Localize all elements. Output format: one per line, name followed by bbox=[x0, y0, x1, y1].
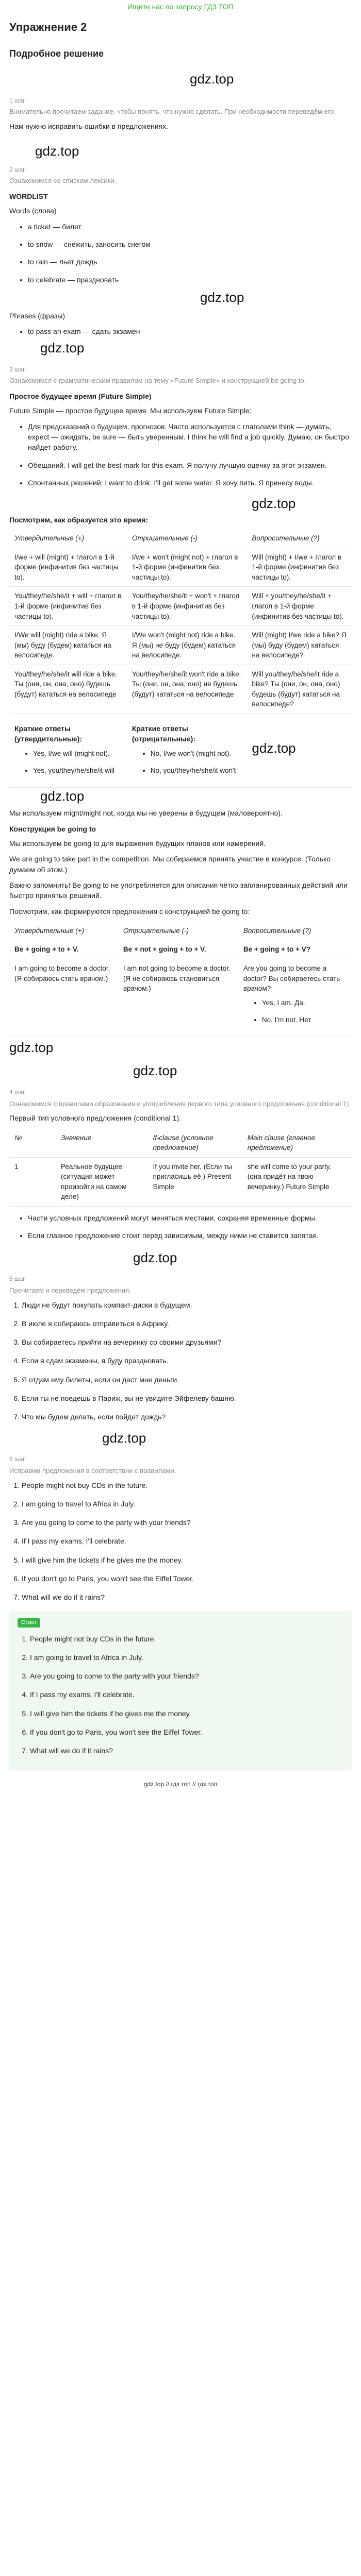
table-cell: I/We won't (might not) ride a bike. Я (мы) не буду (будем) кататься на велосипеде. bbox=[127, 626, 247, 665]
table-header: Отрицательные (-) bbox=[118, 922, 238, 940]
table-row bbox=[9, 959, 352, 1037]
step-hint: Внимательно прочитаем задание, чтобы понять, что нужно сделать. При необходимости переведём его. bbox=[9, 108, 336, 116]
list-item: • to celebrate — праздновать bbox=[28, 275, 352, 285]
table-row bbox=[9, 587, 352, 626]
table-cell: Will + you/they/he/she/it + глагол в 1-й форме (инфинитив без частицы to). bbox=[247, 587, 352, 626]
table-cell bbox=[247, 714, 352, 788]
watermark: gdz.top bbox=[200, 289, 244, 305]
list-item: 6. If you don't go to Paris, you won't see the Eiffel Tower. bbox=[30, 1727, 343, 1737]
step-label: 5 шаг bbox=[9, 1275, 25, 1283]
corrected-list bbox=[9, 1480, 352, 1603]
list-item: 4. Если я сдам экзамены, я буду праздновать. bbox=[22, 1355, 352, 1366]
list-item: • No, I/we won't (might not). bbox=[151, 749, 241, 759]
fs-intro: Future Simple — простое будущее время. Мы используем Future Simple: bbox=[9, 406, 252, 415]
table-header: Значение bbox=[56, 1129, 147, 1158]
table-header: Вопросительные (?) bbox=[238, 922, 352, 940]
table-cell: 1 bbox=[9, 1157, 56, 1206]
list-item: • to pass an exam — сдать экзамен bbox=[28, 326, 352, 336]
words-list bbox=[9, 222, 352, 285]
table-header-row bbox=[9, 1129, 352, 1158]
list-item: • a ticket — билет bbox=[28, 222, 352, 232]
table-cell bbox=[9, 714, 127, 788]
table-cell: I am going to become a doctor. (Я собираюсь стать врачом.) bbox=[9, 959, 118, 1037]
step-3 bbox=[9, 365, 352, 1058]
list-item: • Yes, I/we will (might not). bbox=[33, 749, 122, 759]
watermark: gdz.top bbox=[9, 1039, 54, 1055]
table-cell: I/we + won't (might not) + глагол в 1-й форме (инфинитив без частицы to). bbox=[127, 548, 247, 587]
words-title: Words (слова) bbox=[9, 207, 57, 215]
table-cell bbox=[127, 714, 247, 788]
fs-uses-list bbox=[9, 421, 352, 488]
table-cell: I am not going to become a doctor. (Я не собираюсь становиться врачом.) bbox=[118, 959, 238, 1037]
page-title: Упражнение 2 bbox=[9, 21, 87, 33]
bgt-text: Важно запомнить! Be going to не употребляется для описания чётко запланированных действий или быстро принятых решений. bbox=[9, 880, 348, 900]
table-cell: Be + not + going + to + V. bbox=[118, 940, 238, 959]
list-item: 2. I am going to travel to Africa in July. bbox=[22, 1499, 352, 1509]
step-label: 3 шаг bbox=[9, 365, 25, 373]
table-cell: Be + going + to + V? bbox=[238, 940, 352, 959]
list-item: • Для предсказаний о будущем, прогнозов. Часто используется с глаголами think — думать, expect — ожидать, be sure — быть уверенным. I think he will find a job quickly. Думаю, он быстро найдет работу. bbox=[28, 421, 352, 453]
step-hint: Ознакомимся с грамматическим правилом на тему «Future Simple» и конструкцией be going to. bbox=[9, 377, 306, 385]
table-row bbox=[9, 940, 352, 959]
step-label: 2 шаг bbox=[9, 165, 25, 173]
bgt-table bbox=[9, 922, 352, 1037]
top-banner[interactable]: Ищите нас по запросу ГДЗ ТОП bbox=[127, 3, 234, 11]
answer-badge: Ответ bbox=[18, 1618, 40, 1628]
list-item: • Части условных предложений могут меняться местами, сохраняя временные формы. bbox=[28, 1213, 352, 1223]
table-row bbox=[9, 665, 352, 714]
table-header: Вопросительные (?) bbox=[247, 529, 352, 548]
list-item: • Yes, I am. Да. bbox=[262, 998, 347, 1008]
step-hint: Ознакомимся со списком лексики. bbox=[9, 177, 117, 185]
short-answers-title: Краткие ответы (отрицательные): bbox=[132, 724, 195, 743]
step-text: Нам нужно исправить ошибки в предложениях. bbox=[9, 122, 169, 130]
watermark: gdz.top bbox=[35, 143, 79, 159]
table-row bbox=[9, 1157, 352, 1206]
table-cell: You/they/he/she/it will ride a bike. Ты (они, он, она, оно) будешь (будут) кататься на велосипеде bbox=[9, 665, 127, 714]
table-cell: I/we + will (might) + глагол в 1-й форме (инфинитив без частицы to). bbox=[9, 548, 127, 587]
watermark: gdz.top bbox=[40, 340, 85, 356]
table-cell: If you invite her, (Если ты пригласишь её,) Present Simple bbox=[147, 1157, 242, 1206]
step-label: 1 шаг bbox=[9, 96, 25, 104]
list-item: 5. I will give him the tickets if he gives me the money. bbox=[30, 1708, 343, 1719]
list-item: 7. What will we do if it rains? bbox=[22, 1592, 352, 1602]
answer-list bbox=[18, 1634, 343, 1756]
conditional-intro: Первый тип условного предложения (conditional 1). bbox=[9, 1114, 181, 1123]
list-item: 2. I am going to travel to Africa in July. bbox=[30, 1652, 343, 1663]
table-header: Main clause (главное предложение) bbox=[242, 1129, 352, 1158]
list-item: 3. Are you going to come to the party with your friends? bbox=[22, 1517, 352, 1528]
might-note: Мы используем might/might not, когда мы не уверены в будущем (маловероятно). bbox=[9, 809, 283, 818]
watermark: gdz.top bbox=[40, 788, 85, 804]
table-header: № bbox=[9, 1129, 56, 1158]
list-item: 4. If I pass my exams, I'll celebrate. bbox=[22, 1536, 352, 1546]
table-header: If-clause (условное предложение) bbox=[147, 1129, 242, 1158]
cell-text: Are you going to become a doctor? Вы собираетесь стать врачом? bbox=[243, 964, 340, 993]
watermark: gdz.top bbox=[133, 1249, 177, 1265]
table-row bbox=[9, 548, 352, 587]
step-hint: Ознакомимся с правилами образования и употребления первого типа условного предложения (conditional 1). bbox=[9, 1099, 351, 1108]
step-2 bbox=[9, 142, 352, 358]
phrases-title: Phrases (фразы) bbox=[9, 311, 65, 320]
step-4 bbox=[9, 1088, 352, 1267]
bgt-text: Мы используем be going to для выражения будущих планов или намерений. bbox=[9, 839, 266, 848]
table-cell: Will (might) + I/we + глагол в 1-й форме (инфинитив без частицы to). bbox=[247, 548, 352, 587]
step-hint: Исправим предложения в соответствии с правилами. bbox=[9, 1466, 176, 1475]
list-item: • Обещаний. I will get the best mark for this exam. Я получу лучшую оценку за этот экзамен. bbox=[28, 460, 352, 470]
bgt-title: Конструкция be going to bbox=[9, 824, 96, 833]
list-item: • Yes, you/they/he/she/it will bbox=[33, 766, 122, 776]
short-answers-list bbox=[14, 749, 122, 776]
step-label: 4 шаг bbox=[9, 1089, 25, 1096]
list-item: 4. If I pass my exams, I'll celebrate. bbox=[30, 1689, 343, 1700]
short-answers-title: Краткие ответы (утвердительные): bbox=[14, 724, 83, 743]
bgt-table-title: Посмотрим, как формируются предложения с конструкцией be going to: bbox=[9, 907, 250, 916]
short-answers-list bbox=[243, 998, 347, 1025]
watermark: gdz.top bbox=[252, 496, 296, 512]
list-item: 7. Что мы будем делать, если пойдет дождь? bbox=[22, 1412, 352, 1422]
fs-table-title: Посмотрим, как образуется это время: bbox=[9, 515, 149, 524]
table-cell: You/they/he/she/it + will + глагол в 1-й форме (инфинитив без частицы to). bbox=[9, 587, 127, 626]
watermark: gdz.top bbox=[190, 71, 234, 87]
table-header-row bbox=[9, 922, 352, 940]
step-hint: Прочитаем и переведём предложения. bbox=[9, 1286, 131, 1294]
list-item: 5. I will give him the tickets if he gives me the money. bbox=[22, 1555, 352, 1565]
list-item: 3. Are you going to come to the party with your friends? bbox=[30, 1671, 343, 1681]
table-cell: she will come to your party. (она придёт на твою вечеринку.) Future Simple bbox=[242, 1157, 352, 1206]
watermark: gdz.top bbox=[252, 740, 296, 756]
watermark: gdz.top bbox=[133, 1063, 177, 1079]
answer-box bbox=[9, 1611, 352, 1771]
conditional-table bbox=[9, 1129, 352, 1207]
table-cell: Will (might) I/we ride a bike? Я (мы) буду (будем) кататься на велосипеде? bbox=[247, 626, 352, 665]
table-row bbox=[9, 626, 352, 665]
list-item: 6. Если ты не поедешь в Париж, вы не увидите Эйфелеву башню. bbox=[22, 1393, 352, 1403]
step-1 bbox=[9, 96, 352, 132]
solution-subtitle: Подробное решение bbox=[9, 48, 104, 59]
list-item: • No, I'm not. Нет bbox=[262, 1015, 347, 1025]
list-item: 5. Я отдам ему билеты, если он даст мне деньги. bbox=[22, 1375, 352, 1385]
step-5 bbox=[9, 1275, 352, 1448]
list-item: 1. People might not buy CDs in the future. bbox=[30, 1634, 343, 1644]
list-item: 3. Вы собираетесь прийти на вечеринку со своими друзьями? bbox=[22, 1337, 352, 1347]
watermark: gdz.top bbox=[102, 1430, 146, 1446]
table-row bbox=[9, 714, 352, 788]
list-item: 7. What will we do if it rains? bbox=[30, 1745, 343, 1756]
list-item: • Спонтанных решений: I want to drink. I'll get some water. Я хочу пить. Я принесу воды. bbox=[28, 478, 352, 488]
bgt-text: We are going to take part in the competition. Мы собираемся принять участие в конкурсе. (Только думаем об этом.) bbox=[9, 855, 331, 874]
table-cell: Be + going + to + V. bbox=[9, 940, 118, 959]
list-item: 1. People might not buy CDs in the future. bbox=[22, 1480, 352, 1490]
table-cell: Will you/they/he/she/it ride a bike? Ты (они, он, она, оно) будешь (будут) кататься на велосипеде? bbox=[247, 665, 352, 714]
step-6 bbox=[9, 1455, 352, 1602]
list-item: 2. В июле я собираюсь отправиться в Африку. bbox=[22, 1318, 352, 1329]
table-cell: You/they/he/she/it won't ride a bike. Ты (они, он, она, оно) не будешь (будут) кататься на велосипеде bbox=[127, 665, 247, 714]
fs-title: Простое будущее время (Future Simple) bbox=[9, 392, 152, 401]
table-header: Отрицательные (-) bbox=[127, 529, 247, 548]
phrases-list bbox=[9, 326, 352, 336]
short-answers-list bbox=[132, 749, 241, 776]
footer[interactable]: gdz.top // гдз топ // гдз топ bbox=[143, 1780, 218, 1788]
table-header: Утвердительные (+) bbox=[9, 922, 118, 940]
table-header-row bbox=[9, 529, 352, 548]
table-cell: Реальное будущее (ситуация может произойти на самом деле) bbox=[56, 1157, 147, 1206]
conditional-notes bbox=[9, 1213, 352, 1241]
fs-table bbox=[9, 529, 352, 788]
wordlist-title: WORDLIST bbox=[9, 192, 48, 201]
step-label: 6 шаг bbox=[9, 1455, 25, 1463]
list-item: • to snow — снежить, заносить снегом bbox=[28, 239, 352, 249]
list-item: • Если главное предложение стоит перед зависимым, между ними не ставится запятая. bbox=[28, 1230, 352, 1241]
table-cell: I/We will (might) ride a bike. Я (мы) буду (будем) кататься на велосипеде. bbox=[9, 626, 127, 665]
list-item: 1. Люди не будут покупать компакт-диски в будущем. bbox=[22, 1300, 352, 1310]
table-header: Утвердительные (+) bbox=[9, 529, 127, 548]
translation-list bbox=[9, 1300, 352, 1422]
table-cell bbox=[238, 959, 352, 1037]
list-item: • to rain — льет дождь bbox=[28, 257, 352, 267]
list-item: • No, you/they/he/she/it won't bbox=[151, 766, 241, 776]
list-item: 6. If you don't go to Paris, you won't see the Eiffel Tower. bbox=[22, 1573, 352, 1584]
table-cell: You/they/he/she/it + won't + глагол в 1-й форме (инфинитив без частицы to). bbox=[127, 587, 247, 626]
